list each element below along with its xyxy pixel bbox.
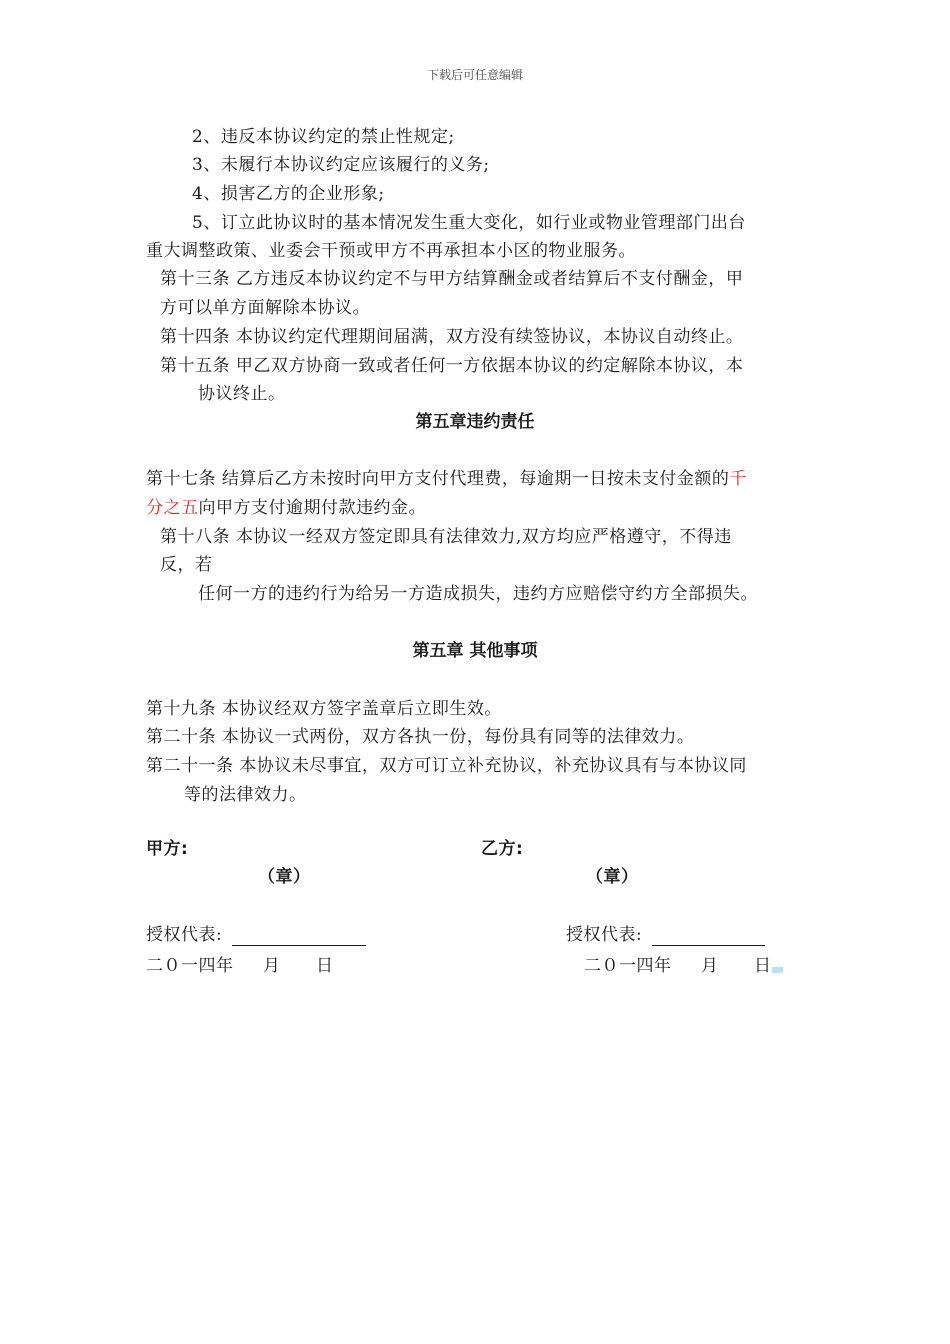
article-17-cont <box>146 497 426 519</box>
article-17-text: 第十七条 结算后乙方未按时向甲方支付代理费，每逾期一日按未支付金额的 <box>146 469 730 489</box>
article-18-cont: 反，若 <box>160 555 213 575</box>
penalty-rate-part1: 千 <box>729 469 747 489</box>
article-18: 第十八条 本协议一经双方签定即具有法律效力,双方均应严格遵守，不得违 <box>160 527 732 547</box>
page-header: 下载后可任意编辑 <box>426 68 523 82</box>
clause-item-5: 5、订立此协议时的基本情况发生重大变化，如行业或物业管理部门出台 <box>192 213 746 233</box>
party-b-rep-label: 授权代表: <box>566 925 643 945</box>
article-17 <box>146 468 747 490</box>
clause-item-5-cont: 重大调整政策、业委会干预或甲方不再承担本小区的物业服务。 <box>146 241 636 261</box>
clause-item-3: 3、未履行本协议约定应该履行的义务; <box>192 155 490 175</box>
penalty-rate-part2: 分之五 <box>146 498 199 518</box>
article-14: 第十四条 本协议约定代理期间届满，双方没有续签协议，本协议自动终止。 <box>160 327 744 347</box>
article-21-cont: 等的法律效力。 <box>184 785 307 805</box>
article-13-cont: 方可以单方面解除本协议。 <box>160 298 370 318</box>
clause-item-4: 4、损害乙方的企业形象; <box>192 184 385 204</box>
party-a-date: 二０一四年 月 日 <box>146 956 334 976</box>
article-21: 第二十一条 本协议未尽事宜，双方可订立补充协议，补充协议具有与本协议同 <box>146 756 747 776</box>
party-b-seal: （章） <box>586 867 639 887</box>
article-15: 第十五条 甲乙双方协商一致或者任何一方依据本协议的约定解除本协议，本 <box>160 356 744 376</box>
article-20: 第二十条 本协议一式两份，双方各执一份，每份具有同等的法律效力。 <box>146 727 695 747</box>
article-18-cont2: 任何一方的违约行为给另一方造成损失，违约方应赔偿守约方全部损失。 <box>198 584 758 604</box>
party-a-label: 甲方: <box>146 839 189 859</box>
article-19: 第十九条 本协议经双方签字盖章后立即生效。 <box>146 699 502 719</box>
article-15-cont: 协议终止。 <box>198 384 286 404</box>
party-a-seal: （章） <box>258 867 311 887</box>
party-a-rep-label: 授权代表: <box>146 925 223 945</box>
party-b-rep-signature-line[interactable] <box>652 927 765 946</box>
clause-item-2: 2、违反本协议约定的禁止性规定; <box>192 127 455 147</box>
party-a-rep-signature-line[interactable] <box>232 927 366 946</box>
party-b-label: 乙方: <box>481 839 524 859</box>
party-b-date: 二０一四年 月 日 <box>584 956 772 976</box>
party-a-representative <box>146 924 366 946</box>
chapter-liability-title: 第五章违约责任 <box>415 412 535 432</box>
chapter-other-title: 第五章 其他事项 <box>412 641 538 661</box>
article-13: 第十三条 乙方违反本协议约定不与甲方结算酬金或者结算后不支付酬金，甲 <box>160 269 744 289</box>
party-b-representative <box>566 924 765 946</box>
article-17-cont-text: 向甲方支付逾期付款违约金。 <box>198 498 426 518</box>
text-cursor-marker <box>772 967 783 973</box>
